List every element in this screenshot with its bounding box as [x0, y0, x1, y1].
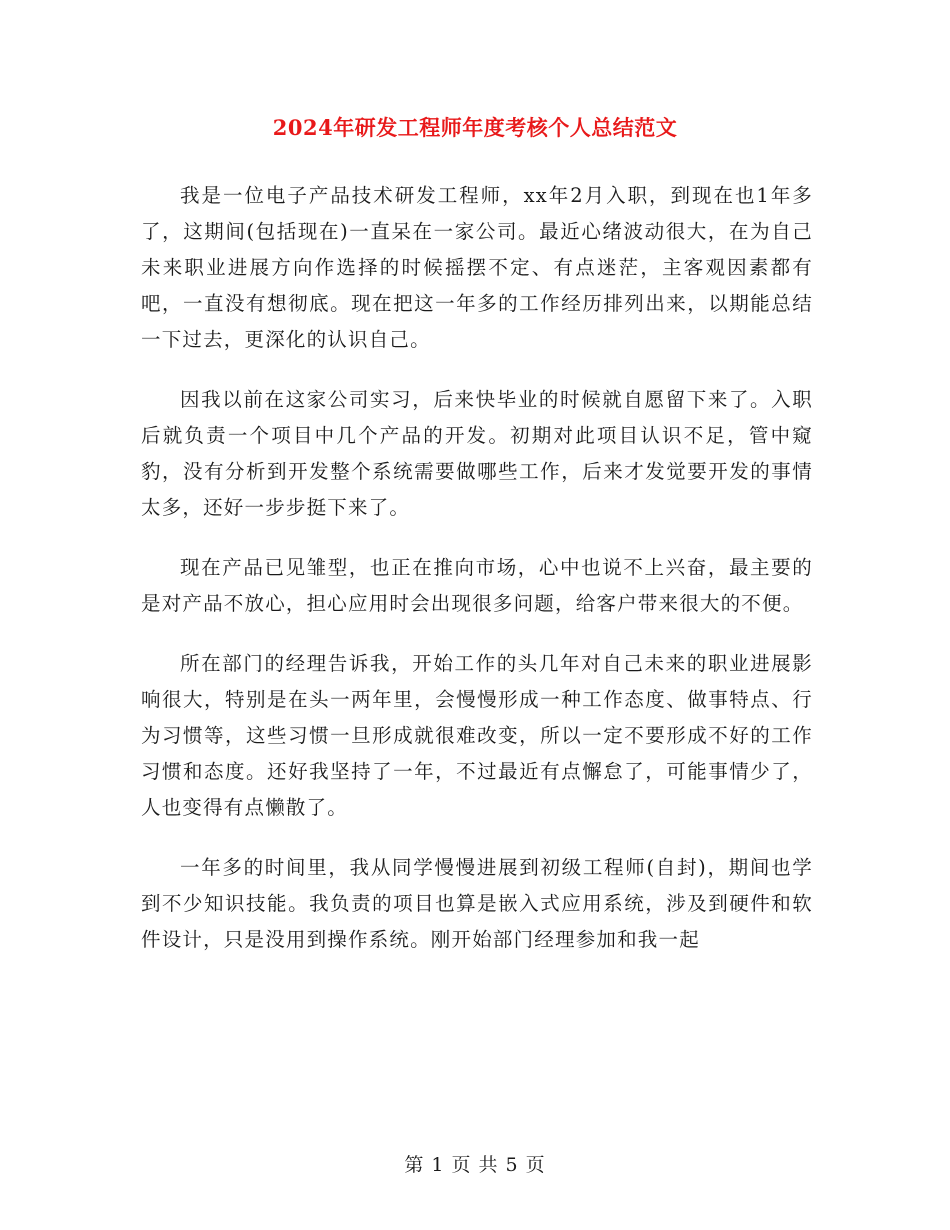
paragraph-1: 我是一位电子产品技术研发工程师，xx年2月入职，到现在也1年多了，这期间(包括现在)一直呆在一家公司。最近心绪波动很大，在为自己未来职业进展方向作选择的时候摇摆不定、有点迷茫，主客观因素都有吧，一直没有想彻底。现在把这一年多的工作经历排列出来，以期能总结一下过去，更深化的认识自己。: [141, 184, 813, 351]
page-footer: [0, 1150, 950, 1177]
document-body: [141, 178, 813, 982]
paragraph-2: 因我以前在这家公司实习，后来快毕业的时候就自愿留下来了。入职后就负责一个项目中几个产品的开发。初期对此项目认识不足，管中窥豹，没有分析到开发整个系统需要做哪些工作，后来才发觉要开发的事情太多，还好一步步挺下来了。: [141, 388, 813, 519]
document-title: 2024年研发工程师年度考核个人总结范文: [272, 115, 678, 140]
page-number-label: 第 1 页 共 5 页: [404, 1154, 546, 1176]
paragraph-4: 所在部门的经理告诉我，开始工作的头几年对自己未来的职业进展影响很大，特别是在头一两年里，会慢慢形成一种工作态度、做事特点、行为习惯等，这些习惯一旦形成就很难改变，所以一定不要形成不好的工作习惯和态度。还好我坚持了一年，不过最近有点懈怠了，可能事情少了，人也变得有点懒散了。: [141, 652, 813, 819]
paragraph-3: 现在产品已见雏型，也正在推向市场，心中也说不上兴奋，最主要的是对产品不放心，担心应用时会出现很多问题，给客户带来很大的不便。: [141, 556, 813, 615]
paragraph-5: 一年多的时间里，我从同学慢慢进展到初级工程师(自封)，期间也学到不少知识技能。我负责的项目也算是嵌入式应用系统，涉及到硬件和软件设计，只是没用到操作系统。刚开始部门经理参加和我一起: [141, 856, 813, 951]
